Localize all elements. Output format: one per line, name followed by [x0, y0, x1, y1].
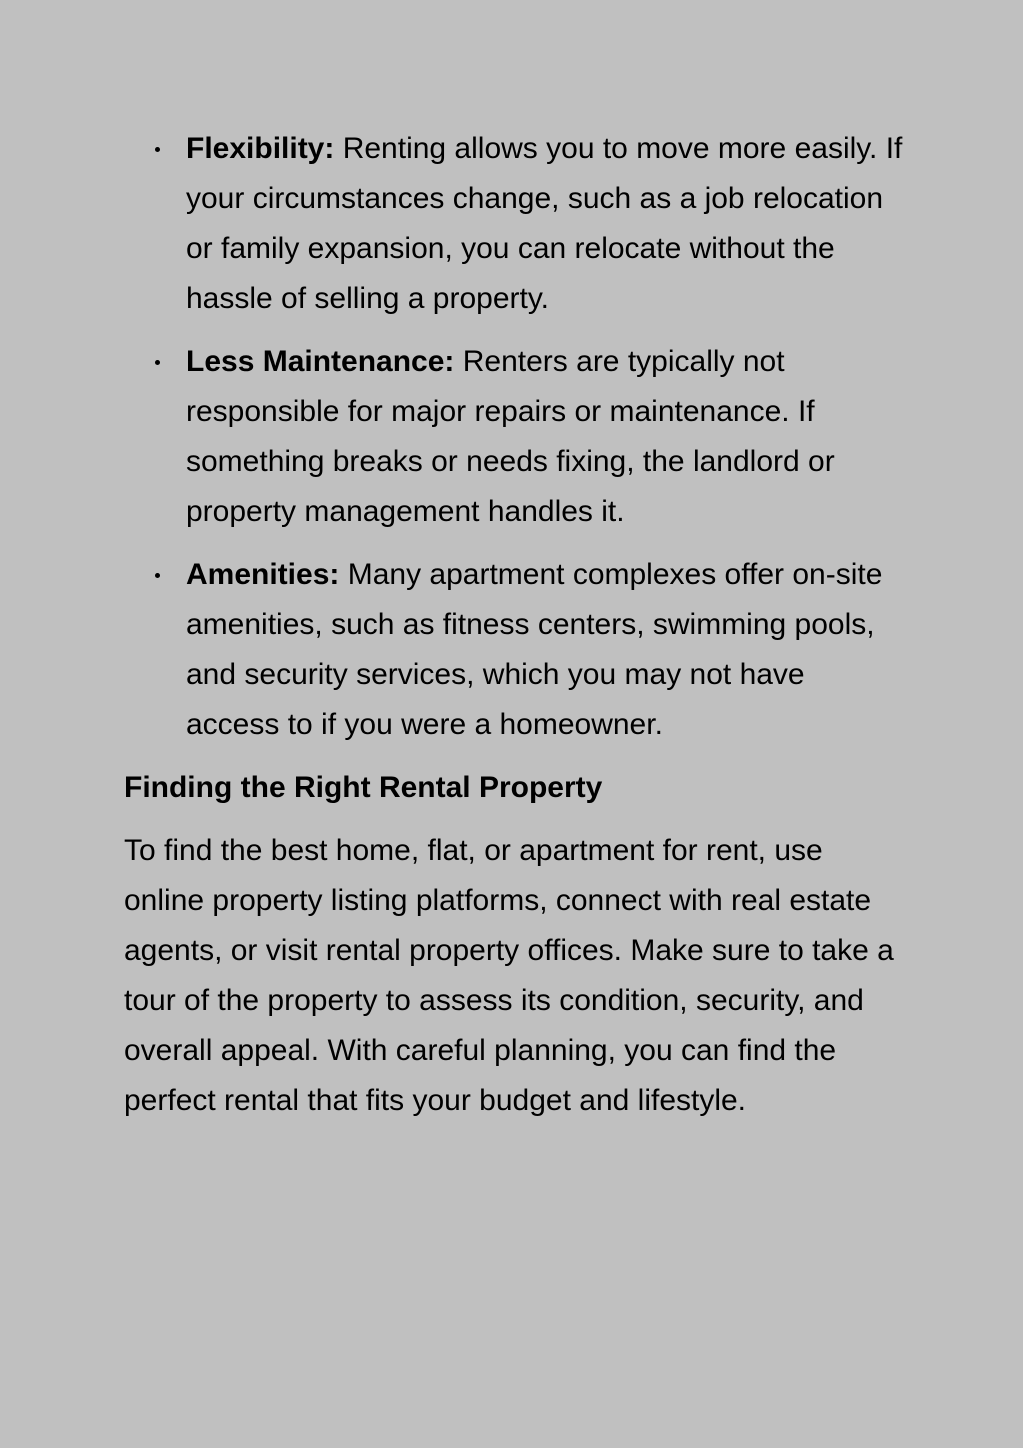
bullet-icon — [155, 147, 160, 152]
list-item-flexibility — [124, 124, 904, 324]
benefits-list — [124, 124, 904, 750]
bullet-label: Amenities: — [186, 558, 340, 591]
section-heading: Finding the Right Rental Property — [124, 771, 603, 804]
list-item-amenities — [124, 550, 904, 750]
list-item-less-maintenance — [124, 337, 904, 537]
bullet-icon — [155, 360, 160, 365]
bullet-text: Renting allows you to move more easily. If your circumstances change, such as a job relocation or family expansion, you can relocate without the hassle of selling a property. — [186, 132, 903, 315]
bullet-label: Less Maintenance: — [186, 345, 455, 378]
section-paragraph: To find the best home, flat, or apartment for rent, use online property listing platforms, connect with real estate agents, or visit rental property offices. Make sure to take a tour of the property to assess its condition, security, and overall appeal. With careful planning, you can find the perfect rental that fits your budget and lifestyle. — [124, 834, 894, 1117]
bullet-text: Many apartment complexes offer on-site amenities, such as fitness centers, swimming pools, and security services, which you may not have access to if you were a homeowner. — [186, 558, 883, 741]
bullet-text: Renters are typically not responsible for major repairs or maintenance. If something breaks or needs fixing, the landlord or property management handles it. — [186, 345, 835, 528]
document-page — [124, 124, 904, 1126]
bullet-icon — [155, 573, 160, 578]
bullet-label: Flexibility: — [186, 132, 335, 165]
